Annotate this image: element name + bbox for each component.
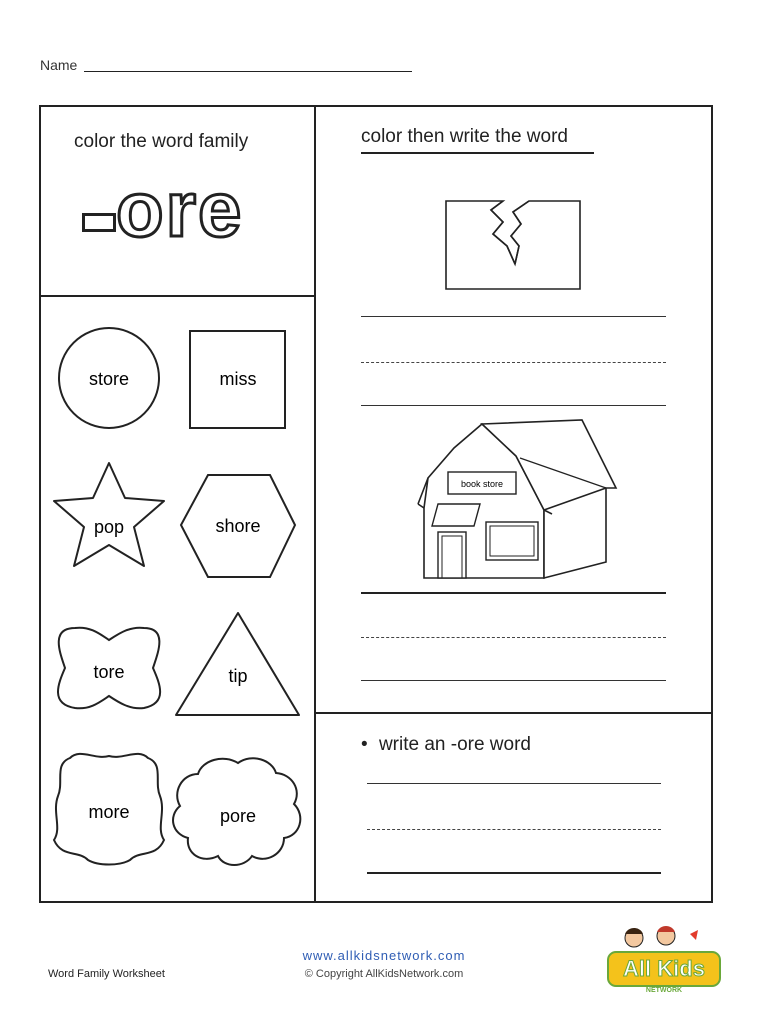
write-line-base-2[interactable] (361, 680, 666, 681)
write-line-mid-3[interactable] (367, 829, 661, 830)
word-miss: miss (219, 369, 257, 389)
word-family-title[interactable]: ore (116, 165, 244, 253)
write-line-mid-1[interactable] (361, 362, 666, 363)
store-picture[interactable] (410, 418, 622, 586)
vertical-divider (314, 105, 316, 903)
site-url-link[interactable]: www.allkidsnetwork.com (302, 948, 466, 963)
shape-scalloped-square[interactable] (54, 754, 164, 865)
shape-hexagon[interactable] (181, 475, 295, 577)
name-input-line[interactable] (84, 71, 412, 72)
store-sign-text: book store (460, 479, 504, 489)
shape-flower[interactable] (173, 758, 300, 865)
torn-paper-picture[interactable] (445, 198, 583, 292)
word-shore: shore (215, 516, 261, 536)
allkids-logo[interactable] (606, 924, 722, 994)
word-family-dash[interactable] (82, 213, 116, 232)
bullet: • (361, 734, 368, 755)
write-line-base-1[interactable] (361, 405, 666, 406)
word-pop: pop (93, 517, 125, 537)
shape-clover[interactable] (58, 628, 160, 709)
left-instruction: color the word family (74, 131, 249, 152)
write-line-base-3[interactable] (367, 872, 661, 874)
write-line-mid-2[interactable] (361, 637, 666, 638)
word-more: more (88, 802, 130, 822)
write-word-label: write an -ore word (378, 734, 531, 755)
right-instruction: color then write the word (361, 126, 568, 147)
write-line-top-3[interactable] (367, 783, 661, 784)
shape-circle[interactable] (59, 328, 159, 428)
shape-triangle[interactable] (176, 613, 299, 715)
shape-star[interactable] (54, 463, 164, 566)
right-divider (314, 712, 713, 714)
logo-text: All Kids (623, 956, 705, 981)
word-tore: tore (93, 662, 125, 682)
word-tip: tip (228, 666, 248, 686)
left-divider (39, 295, 316, 297)
worksheet-title: Word Family Worksheet (48, 968, 165, 980)
logo-subtext: NETWORK (645, 987, 683, 994)
write-line-top-1[interactable] (361, 316, 666, 317)
shape-square[interactable] (190, 331, 285, 428)
shapes-panel (40, 298, 314, 902)
instruction-underline (361, 152, 594, 154)
write-word-instruction (361, 734, 531, 756)
word-pore: pore (219, 806, 257, 826)
copyright: © Copyright AllKidsNetwork.com (304, 968, 464, 980)
word-store: store (88, 369, 130, 389)
name-label: Name (40, 57, 78, 73)
write-line-top-2[interactable] (361, 592, 666, 594)
